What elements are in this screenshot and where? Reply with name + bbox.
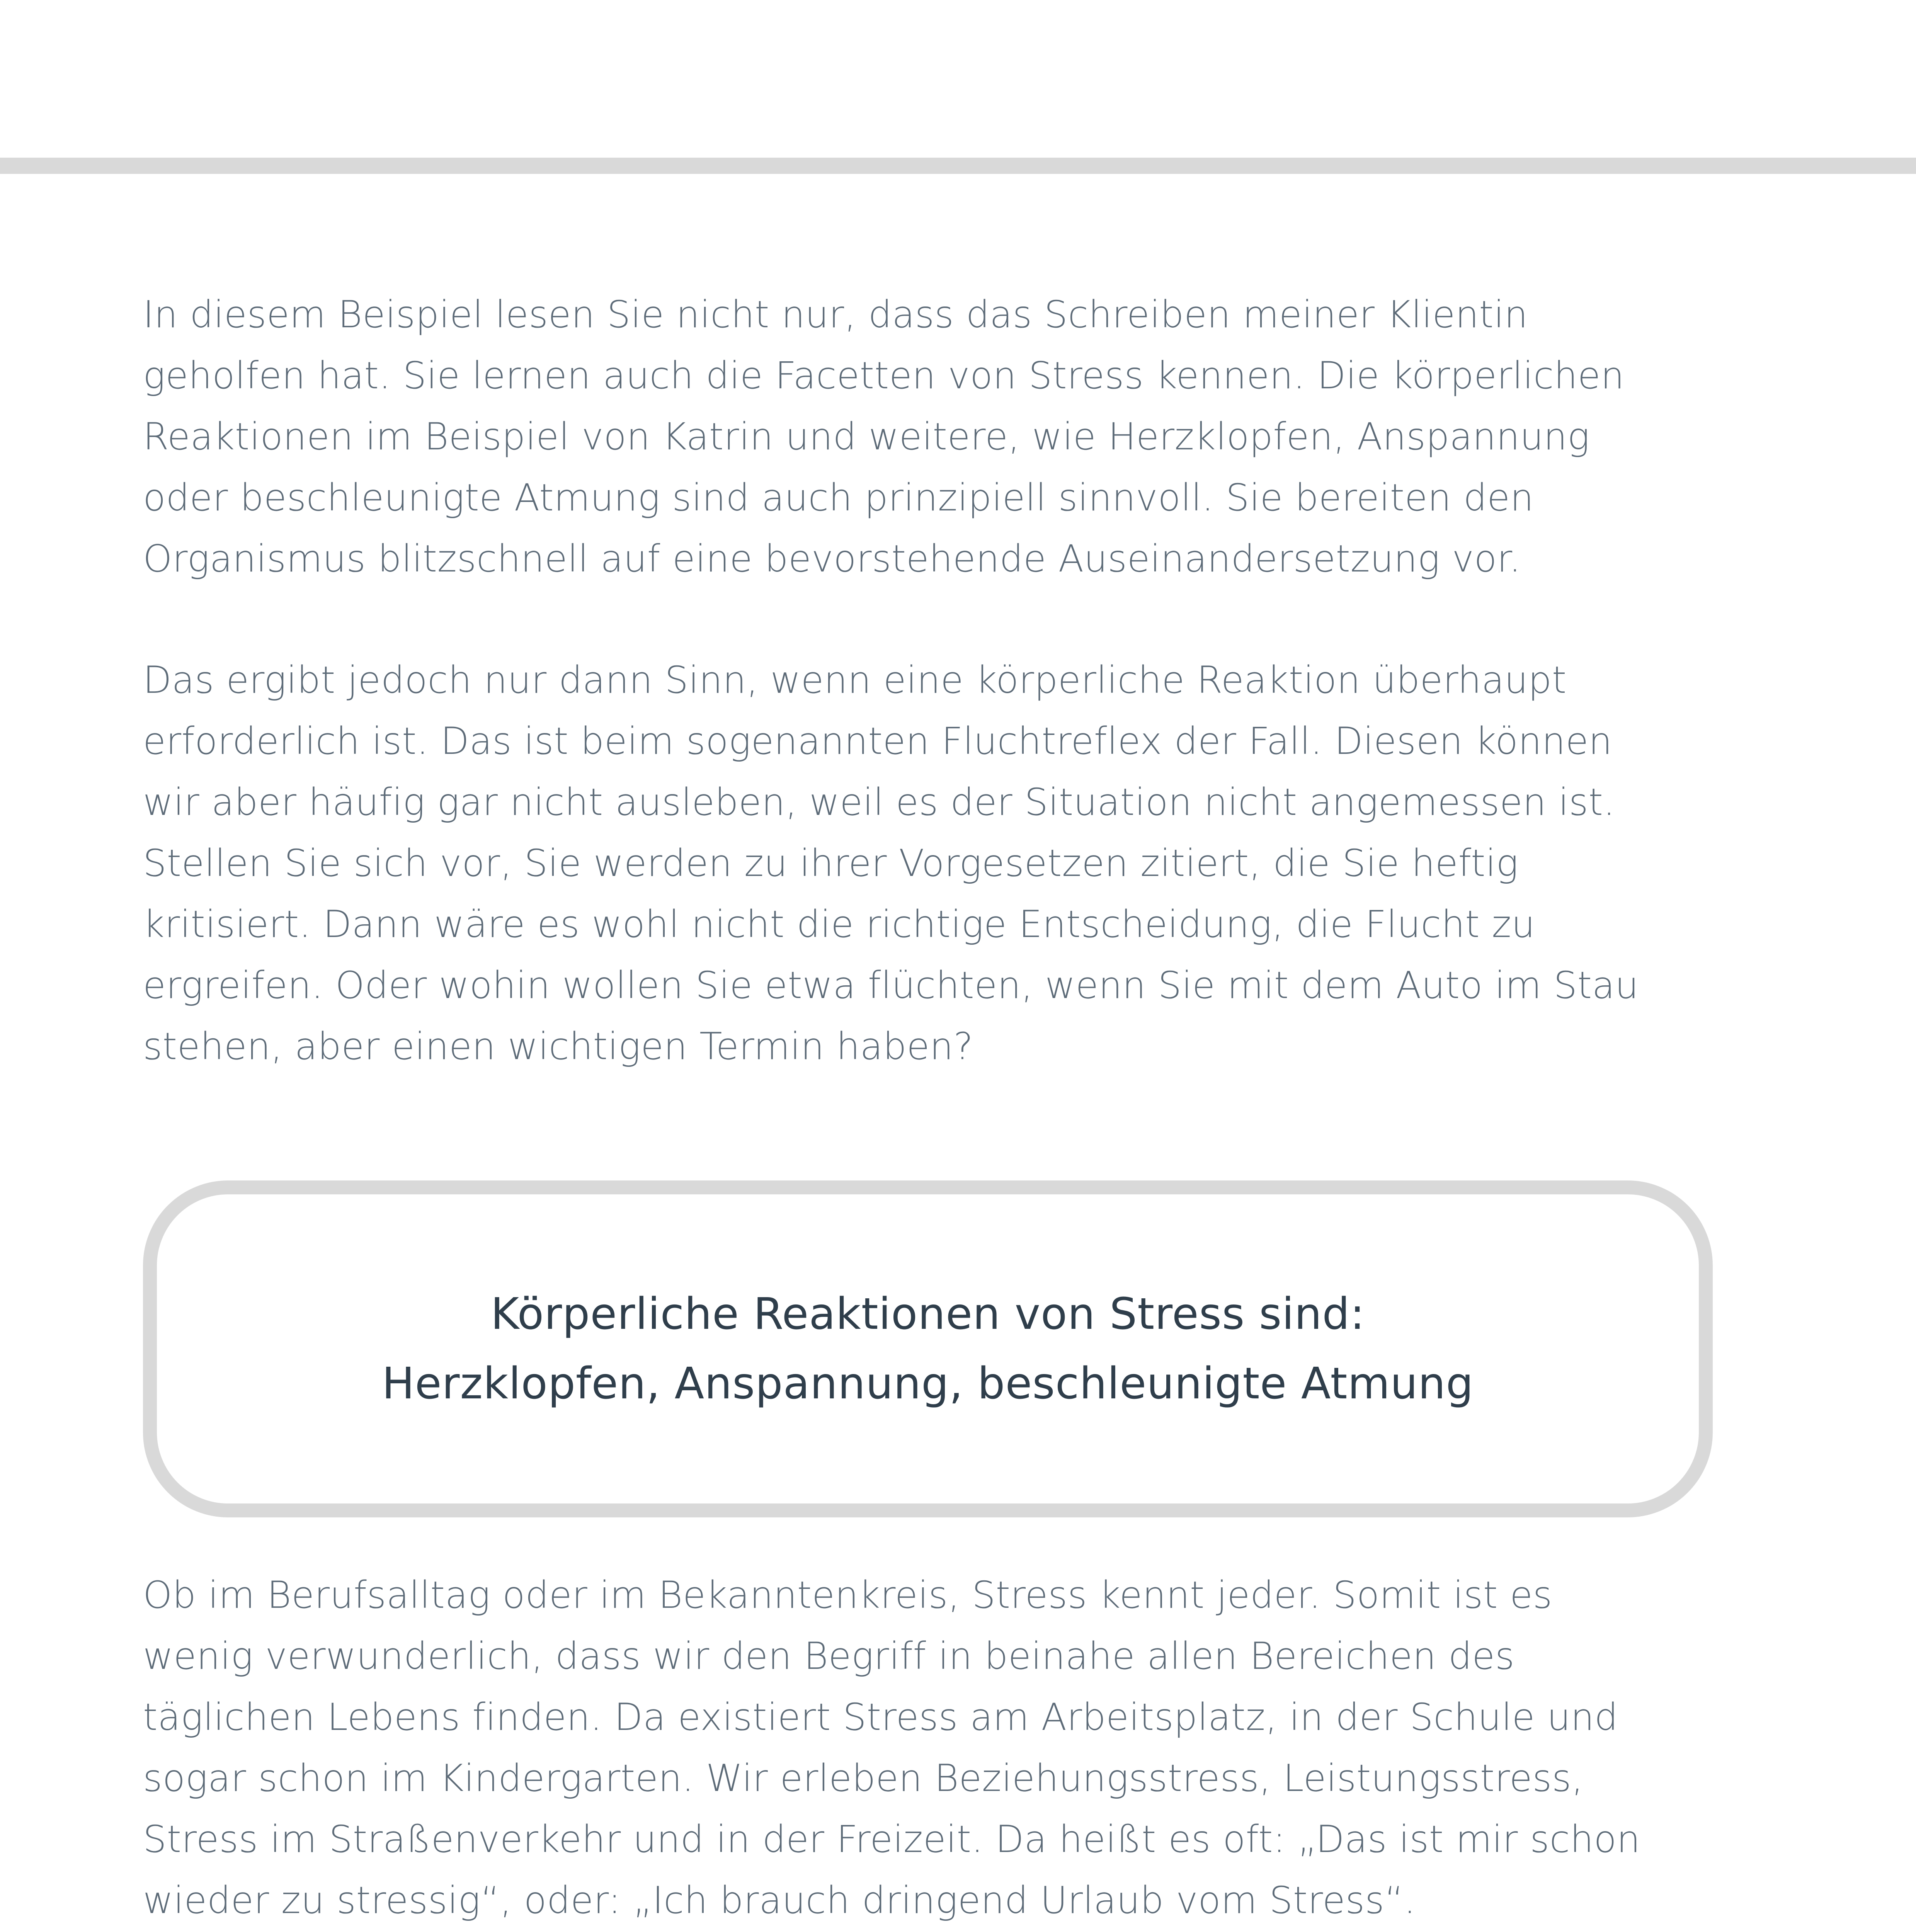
text-line: wenig verwunderlich, dass wir den Begriff in beinahe allen Bereichen des [143, 1634, 1515, 1678]
header-divider [0, 158, 1916, 174]
text-line: Stress im Straßenverkehr und in der Freizeit. Da heißt es oft: „Das ist mir schon [143, 1818, 1640, 1861]
text-line: geholfen hat. Sie lernen auch die Facetten von Stress kennen. Die körperlichen [143, 354, 1625, 397]
text-line: täglichen Lebens finden. Da existiert Stress am Arbeitsplatz, in der Schule und [143, 1696, 1618, 1739]
text-line: oder beschleunigte Atmung sind auch prinzipiell sinnvoll. Sie bereiten den [143, 476, 1534, 519]
text-line: Organismus blitzschnell auf eine bevorstehende Auseinandersetzung vor. [143, 537, 1521, 580]
text-line: Das ergibt jedoch nur dann Sinn, wenn eine körperliche Reaktion überhaupt [143, 658, 1567, 702]
text-line: erforderlich ist. Das ist beim sogenannten Fluchtreflex der Fall. Diesen können [143, 719, 1613, 763]
text-line: ergreifen. Oder wohin wollen Sie etwa flüchten, wenn Sie mit dem Auto im Stau [143, 964, 1639, 1007]
callout-heading: Körperliche Reaktionen von Stress sind: [490, 1289, 1365, 1339]
paragraph-flight-reflex [143, 650, 1712, 1077]
text-line: Stellen Sie sich vor, Sie werden zu ihrer Vorgesetzen zitiert, die Sie heftig [143, 842, 1519, 885]
paragraph-stress-example [143, 284, 1712, 589]
text-line: wir aber häufig gar nicht ausleben, weil es der Situation nicht angemessen ist. [143, 781, 1615, 824]
text-line: stehen, aber einen wichtigen Termin haben? [143, 1025, 973, 1068]
paragraph-everyday-stress [143, 1565, 1712, 1931]
text-line: Reaktionen im Beispiel von Katrin und weitere, wie Herzklopfen, Anspannung [143, 415, 1590, 458]
text-line: In diesem Beispiel lesen Sie nicht nur, dass das Schreiben meiner Klientin [143, 293, 1528, 336]
text-line: wieder zu stressig“, oder: „Ich brauch dringend Urlaub vom Stress“. [143, 1879, 1416, 1922]
text-line: sogar schon im Kindergarten. Wir erleben Beziehungsstress, Leistungsstress, [143, 1757, 1584, 1800]
text-line: Ob im Berufsalltag oder im Bekanntenkreis, Stress kennt jeder. Somit ist es [143, 1573, 1553, 1617]
text-line: kritisiert. Dann wäre es wohl nicht die richtige Entscheidung, die Flucht zu [143, 903, 1535, 946]
callout-text: Herzklopfen, Anspannung, beschleunigte Atmung [382, 1359, 1474, 1409]
callout-box [143, 1180, 1713, 1517]
